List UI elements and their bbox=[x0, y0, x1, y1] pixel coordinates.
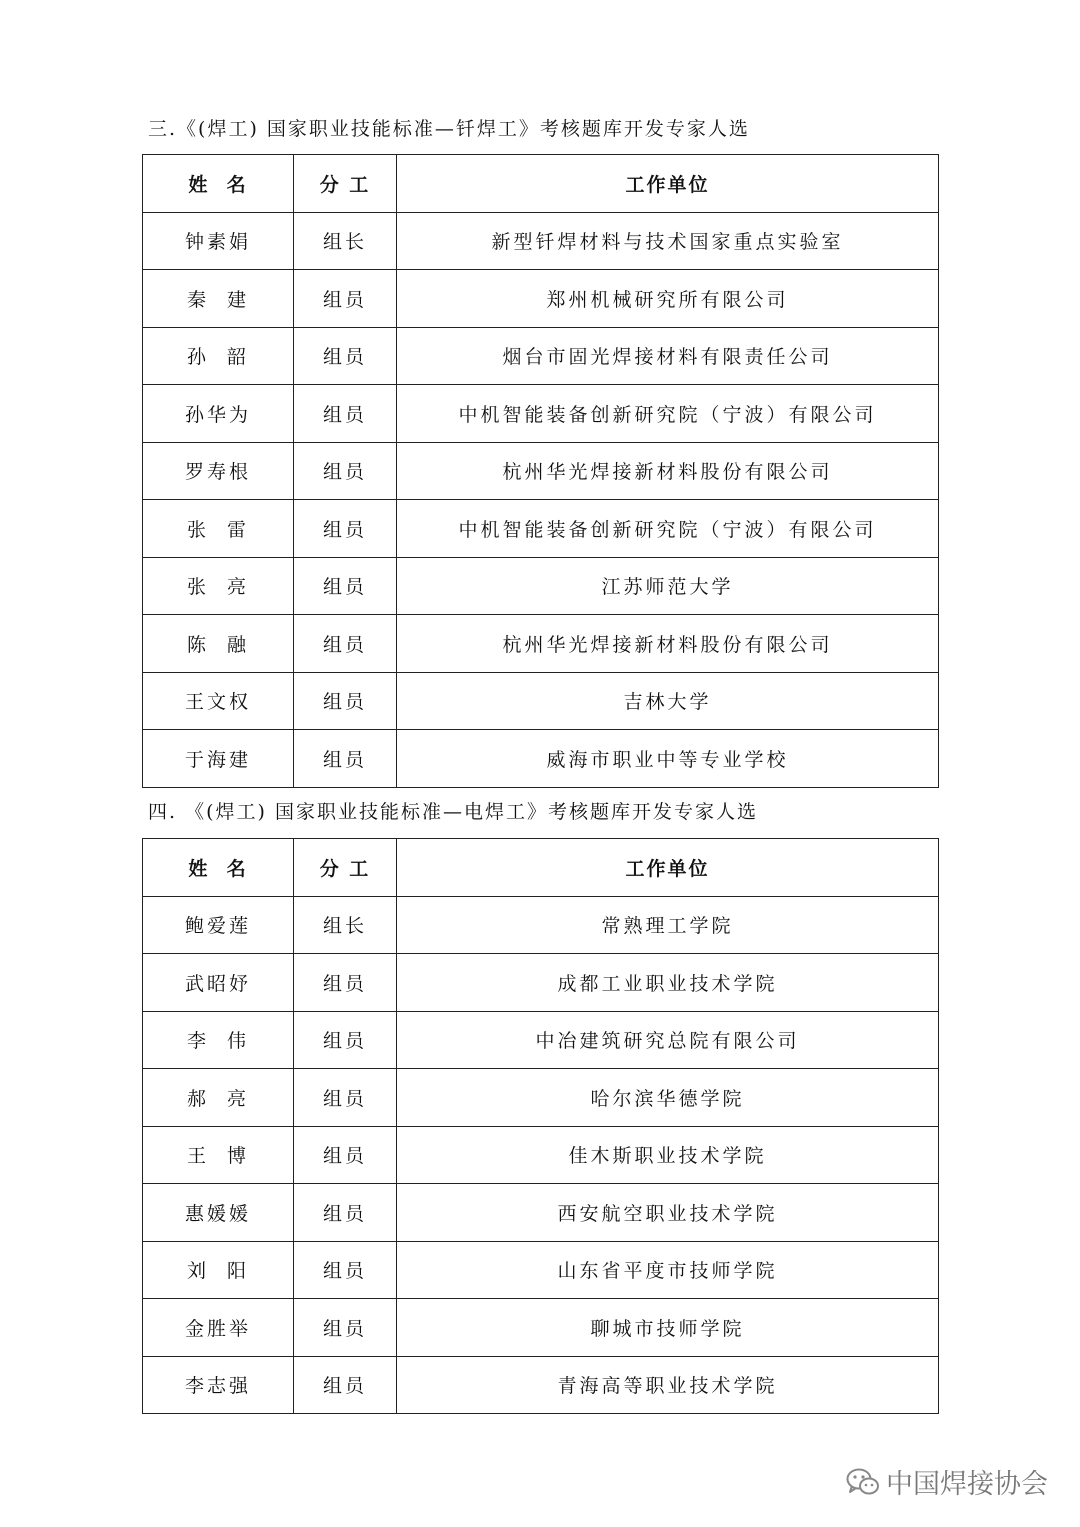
member-unit: 威海市职业中等专业学校 bbox=[397, 730, 939, 788]
member-role: 组员 bbox=[294, 730, 397, 788]
member-role: 组员 bbox=[294, 672, 397, 730]
header-role: 分 工 bbox=[294, 839, 397, 897]
member-role: 组员 bbox=[294, 1299, 397, 1357]
member-name: 孙 韶 bbox=[143, 327, 294, 385]
table-row bbox=[143, 1184, 939, 1242]
member-name: 郝 亮 bbox=[143, 1069, 294, 1127]
member-unit: 中冶建筑研究总院有限公司 bbox=[397, 1011, 939, 1069]
section-3-title: 三.《(焊工) 国家职业技能标准—钎焊工》考核题库开发专家人选 bbox=[148, 118, 750, 140]
member-role: 组员 bbox=[294, 1356, 397, 1414]
member-role: 组员 bbox=[294, 327, 397, 385]
member-unit: 佳木斯职业技术学院 bbox=[397, 1126, 939, 1184]
member-name: 李志强 bbox=[143, 1356, 294, 1414]
member-role: 组员 bbox=[294, 500, 397, 558]
member-name: 于海建 bbox=[143, 730, 294, 788]
member-unit: 吉林大学 bbox=[397, 672, 939, 730]
member-unit: 江苏师范大学 bbox=[397, 557, 939, 615]
table-row bbox=[143, 385, 939, 443]
member-name: 张 亮 bbox=[143, 557, 294, 615]
member-name: 罗寿根 bbox=[143, 442, 294, 500]
watermark bbox=[846, 1462, 1048, 1501]
table-row bbox=[143, 1011, 939, 1069]
member-role: 组员 bbox=[294, 442, 397, 500]
member-role: 组长 bbox=[294, 896, 397, 954]
expert-table-electric-welding bbox=[142, 838, 939, 1414]
header-unit: 工作单位 bbox=[397, 839, 939, 897]
member-name: 李 伟 bbox=[143, 1011, 294, 1069]
member-unit: 中机智能装备创新研究院（宁波）有限公司 bbox=[397, 385, 939, 443]
member-role: 组员 bbox=[294, 385, 397, 443]
member-unit: 郑州机械研究所有限公司 bbox=[397, 270, 939, 328]
table-row bbox=[143, 442, 939, 500]
header-role: 分 工 bbox=[294, 155, 397, 213]
table-row bbox=[143, 1299, 939, 1357]
watermark-text: 中国焊接协会 bbox=[886, 1469, 1048, 1500]
member-role: 组员 bbox=[294, 615, 397, 673]
table-row bbox=[143, 1356, 939, 1414]
table-row bbox=[143, 327, 939, 385]
table-row bbox=[143, 1241, 939, 1299]
table-row bbox=[143, 730, 939, 788]
member-unit: 杭州华光焊接新材料股份有限公司 bbox=[397, 615, 939, 673]
member-name: 秦 建 bbox=[143, 270, 294, 328]
table-row bbox=[143, 270, 939, 328]
member-role: 组员 bbox=[294, 1184, 397, 1242]
table-row bbox=[143, 500, 939, 558]
table-row bbox=[143, 954, 939, 1012]
member-unit: 聊城市技师学院 bbox=[397, 1299, 939, 1357]
member-unit: 烟台市固光焊接材料有限责任公司 bbox=[397, 327, 939, 385]
table-row bbox=[143, 1126, 939, 1184]
member-role: 组员 bbox=[294, 557, 397, 615]
member-name: 孙华为 bbox=[143, 385, 294, 443]
member-name: 武昭妤 bbox=[143, 954, 294, 1012]
member-role: 组员 bbox=[294, 1241, 397, 1299]
member-role: 组长 bbox=[294, 212, 397, 270]
member-unit: 哈尔滨华德学院 bbox=[397, 1069, 939, 1127]
member-unit: 山东省平度市技师学院 bbox=[397, 1241, 939, 1299]
header-unit: 工作单位 bbox=[397, 155, 939, 213]
wechat-icon bbox=[846, 1467, 880, 1497]
table-row bbox=[143, 1069, 939, 1127]
table-header-row bbox=[143, 155, 939, 213]
member-unit: 青海高等职业技术学院 bbox=[397, 1356, 939, 1414]
member-name: 王 博 bbox=[143, 1126, 294, 1184]
member-name: 钟素娟 bbox=[143, 212, 294, 270]
member-unit: 西安航空职业技术学院 bbox=[397, 1184, 939, 1242]
member-unit: 新型钎焊材料与技术国家重点实验室 bbox=[397, 212, 939, 270]
member-name: 金胜举 bbox=[143, 1299, 294, 1357]
member-unit: 常熟理工学院 bbox=[397, 896, 939, 954]
member-role: 组员 bbox=[294, 270, 397, 328]
member-name: 陈 融 bbox=[143, 615, 294, 673]
member-role: 组员 bbox=[294, 1011, 397, 1069]
table-row bbox=[143, 212, 939, 270]
member-name: 王文权 bbox=[143, 672, 294, 730]
member-name: 鲍爱莲 bbox=[143, 896, 294, 954]
table-row bbox=[143, 557, 939, 615]
member-name: 张 雷 bbox=[143, 500, 294, 558]
expert-table-brazing bbox=[142, 154, 939, 788]
member-name: 刘 阳 bbox=[143, 1241, 294, 1299]
table-row bbox=[143, 896, 939, 954]
table-row bbox=[143, 615, 939, 673]
member-unit: 中机智能装备创新研究院（宁波）有限公司 bbox=[397, 500, 939, 558]
member-role: 组员 bbox=[294, 954, 397, 1012]
section-4-title: 四. 《(焊工) 国家职业技能标准—电焊工》考核题库开发专家人选 bbox=[148, 801, 758, 823]
table-row bbox=[143, 672, 939, 730]
member-unit: 杭州华光焊接新材料股份有限公司 bbox=[397, 442, 939, 500]
header-name: 姓 名 bbox=[143, 839, 294, 897]
member-name: 惠媛媛 bbox=[143, 1184, 294, 1242]
member-role: 组员 bbox=[294, 1126, 397, 1184]
table-header-row bbox=[143, 839, 939, 897]
member-unit: 成都工业职业技术学院 bbox=[397, 954, 939, 1012]
member-role: 组员 bbox=[294, 1069, 397, 1127]
header-name: 姓 名 bbox=[143, 155, 294, 213]
